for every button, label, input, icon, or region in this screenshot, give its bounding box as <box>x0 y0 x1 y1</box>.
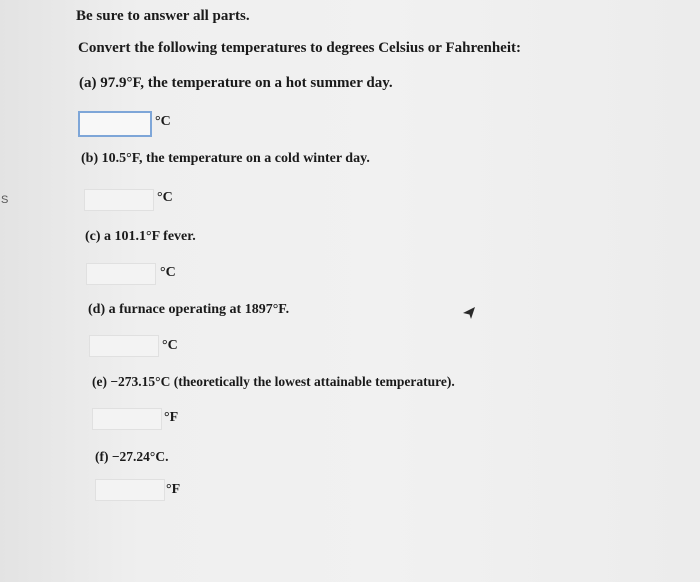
answer-a-unit: °C <box>155 114 171 129</box>
answer-b-input[interactable] <box>84 189 154 211</box>
answer-c-unit: °C <box>160 265 176 280</box>
answer-e-unit: °F <box>164 410 179 425</box>
question-b-prompt: (b) 10.5°F, the temperature on a cold winter day. <box>81 151 370 166</box>
question-c-prompt: (c) a 101.1°F fever. <box>85 229 196 244</box>
question-e-prompt: (e) −273.15°C (theoretically the lowest attainable temperature). <box>92 374 455 389</box>
answer-b-unit: °C <box>157 190 173 205</box>
question-f-prompt: (f) −27.24°C. <box>95 449 169 464</box>
question-a-prompt: (a) 97.9°F, the temperature on a hot summer day. <box>79 75 393 91</box>
side-fragment-text: S <box>1 194 9 206</box>
answer-e-input[interactable] <box>92 408 162 430</box>
answer-f-unit: °F <box>166 482 181 497</box>
answer-c-input[interactable] <box>86 263 156 285</box>
mouse-pointer-icon <box>462 306 476 320</box>
answer-a-input[interactable] <box>78 111 152 137</box>
page-header: Be sure to answer all parts. <box>76 8 250 24</box>
answer-d-unit: °C <box>162 338 178 353</box>
answer-f-input[interactable] <box>95 479 165 501</box>
question-d-prompt: (d) a furnace operating at 1897°F. <box>88 302 290 317</box>
answer-d-input[interactable] <box>89 335 159 357</box>
instruction-text: Convert the following temperatures to degrees Celsius or Fahrenheit: <box>78 40 521 56</box>
